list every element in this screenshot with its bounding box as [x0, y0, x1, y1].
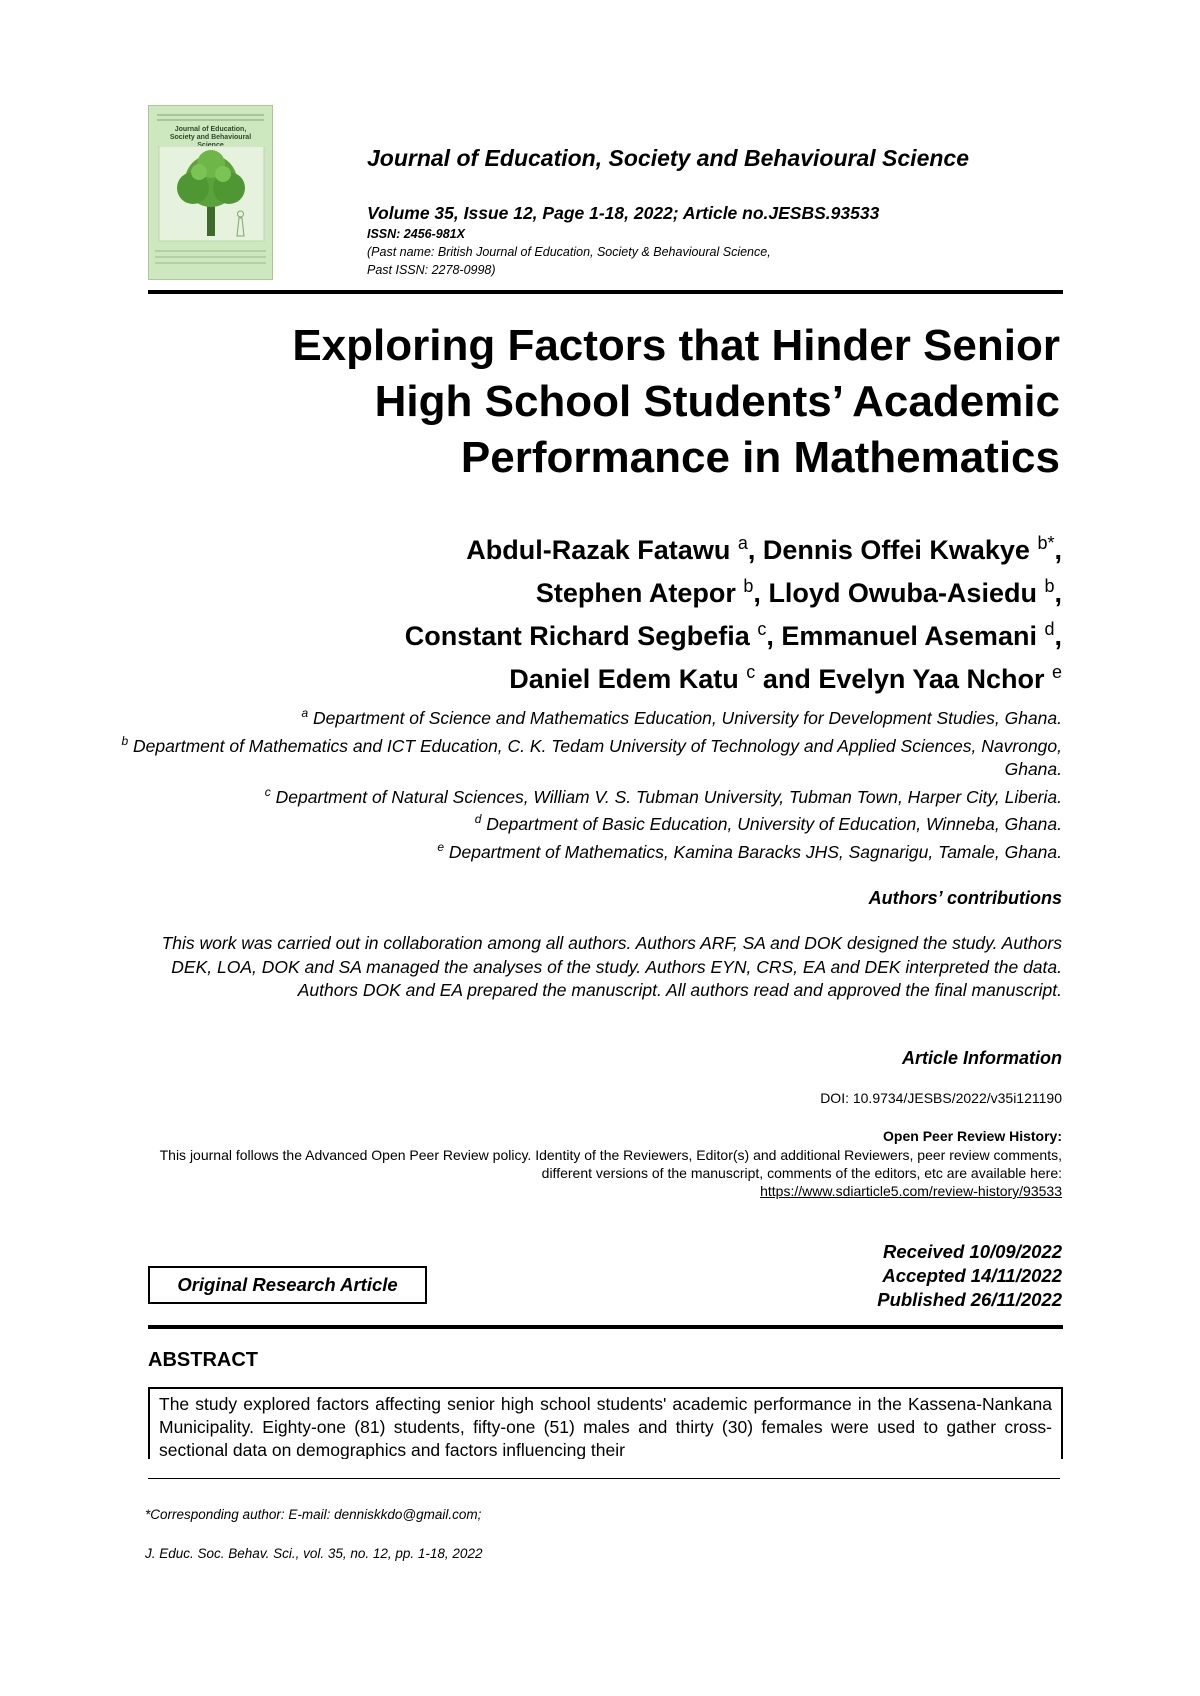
author-list: Abdul-Razak Fatawu $^a$, Dennis Offei Kwakye $^{b*}$, Stephen Atepor $^b$, Lloyd Owuba-Asiedu $^b$, Constant Richard Segbefia $^c$, Emmanuel Asemani $^d$, Daniel Edem Katu $^c$ and Evelyn Yaa Nchor $^e$: [404, 533, 1062, 694]
title-line: High School Students’ Academic: [374, 377, 1060, 426]
and-word: and: [762, 664, 811, 694]
contributions-text: This work was carried out in collaboration among all authors. Authors ARF, SA and DOK designed the study. Authors DEK, LOA, DOK and SA managed the analyses of the study. Authors EYN, CRS, EA and DEK interpreted the data. Authors DOK and EA prepared the manuscript. All authors read and approved the final manuscript.: [161, 933, 1062, 1000]
article-title: [110, 318, 1060, 486]
tree-illustration: [149, 146, 273, 256]
affil-text: Department of Science and Mathematics Education, University for Development Studies, Ghana.: [313, 707, 1062, 728]
affil-text: Department of Natural Sciences, William V. S. Tubman University, Tubman Town, Harper City, Liberia.: [275, 786, 1062, 807]
affil-text: Department of Mathematics, Kamina Baracks JHS, Sagnarigu, Tamale, Ghana.: [448, 842, 1062, 863]
corresponding-author: *Corresponding author: E-mail: denniskkdo@gmail.com;: [145, 1507, 482, 1522]
abstract-divider: [148, 1325, 1063, 1329]
author-affil-mark: c: [757, 619, 767, 639]
affiliation: [112, 808, 1062, 836]
received-date: Received 10/09/2022: [883, 1241, 1062, 1262]
affil-mark: e: [437, 840, 444, 855]
affiliation: [112, 730, 1062, 781]
cover-footer: [155, 246, 266, 274]
affil-mark: c: [264, 784, 271, 799]
author-name: Abdul-Razak Fatawu: [466, 535, 731, 565]
abstract-text: The study explored factors affecting senior high school students' academic performance in the Kassena-Nankana Municipality. Eighty-one (81) students, fifty-one (51) males and thirty (30) females were used to gather cross-sectional data on demographics and factors influencing their: [159, 1394, 1052, 1459]
citation: J. Educ. Soc. Behav. Sci., vol. 35, no. 12, pp. 1-18, 2022: [145, 1546, 483, 1561]
title-line: Exploring Factors that Hinder Senior: [292, 321, 1060, 370]
peer-review-link[interactable]: https://www.sdiarticle5.com/review-history/93533: [760, 1183, 1062, 1199]
author-name: Emmanuel Asemani: [781, 621, 1037, 651]
header-divider: [148, 290, 1063, 294]
doi: DOI: 10.9734/JESBS/2022/v35i121190: [820, 1090, 1062, 1106]
affil-mark: b: [121, 733, 129, 748]
cover-title-line: Society and Behavioural: [169, 134, 252, 141]
author-affil-mark: e: [1051, 662, 1062, 682]
peer-review-heading: Open Peer Review History:: [883, 1128, 1062, 1144]
author-name: Evelyn Yaa Nchor: [818, 664, 1045, 694]
author-name: Dennis Offei Kwakye: [762, 535, 1030, 565]
author-affil-mark: c: [746, 662, 756, 682]
affiliation: [112, 836, 1062, 864]
affiliation: [112, 781, 1062, 809]
affil-text: Department of Basic Education, University of Education, Winneba, Ghana.: [486, 814, 1062, 835]
footnote-divider: [148, 1478, 1060, 1479]
affiliation: [112, 702, 1062, 730]
author-name: Stephen Atepor: [535, 578, 736, 608]
published-date: Published 26/11/2022: [877, 1289, 1062, 1310]
affiliation-list: [112, 702, 1062, 864]
cover-header-line: [157, 114, 264, 116]
author-affil-mark: b: [743, 576, 754, 596]
peer-review-text: [140, 1146, 1062, 1200]
author-affil-mark: b: [1044, 576, 1055, 596]
author-affil-mark: b*: [1037, 533, 1055, 553]
author-affil-mark: d: [1044, 619, 1055, 639]
issn: ISSN: 2456-981X: [367, 227, 465, 241]
author-name: Constant Richard Segbefia: [404, 621, 750, 651]
title-line: Performance in Mathematics: [460, 433, 1060, 482]
article-info-heading: Article Information: [901, 1048, 1062, 1068]
past-name: (Past name: British Journal of Education, Society & Behavioural Science,: [367, 245, 771, 259]
abstract-box: [148, 1387, 1063, 1459]
publication-dates: [877, 1240, 1062, 1312]
volume-line: Volume 35, Issue 12, Page 1-18, 2022; Article no.JESBS.93533: [367, 203, 880, 223]
author-name: Daniel Edem Katu: [509, 664, 739, 694]
peer-review-description: This journal follows the Advanced Open Peer Review policy. Identity of the Reviewers, Editor(s) and additional Reviewers, peer review comments, different versions of the manuscript, comments of the editors, etc are available here:: [159, 1147, 1062, 1181]
past-issn: Past ISSN: 2278-0998): [367, 263, 496, 277]
journal-name: Journal of Education, Society and Behavioural Science: [367, 145, 969, 171]
affil-mark: a: [301, 706, 309, 720]
contributions-heading: Authors’ contributions: [868, 888, 1062, 908]
affil-mark: d: [474, 812, 482, 827]
accepted-date: Accepted 14/11/2022: [882, 1265, 1062, 1286]
cover-title-line: Journal of Education,: [174, 126, 247, 133]
abstract-heading: ABSTRACT: [148, 1349, 258, 1371]
author-name: Lloyd Owuba-Asiedu: [768, 578, 1037, 608]
journal-cover-image: [148, 105, 273, 280]
article-type-badge: Original Research Article: [148, 1266, 427, 1304]
cover-header-line: [157, 119, 264, 121]
author-affil-mark: a: [737, 533, 748, 553]
affil-text: Department of Mathematics and ICT Education, C. K. Tedam University of Technology and Applied Sciences, Navrongo, Ghana.: [133, 735, 1062, 779]
